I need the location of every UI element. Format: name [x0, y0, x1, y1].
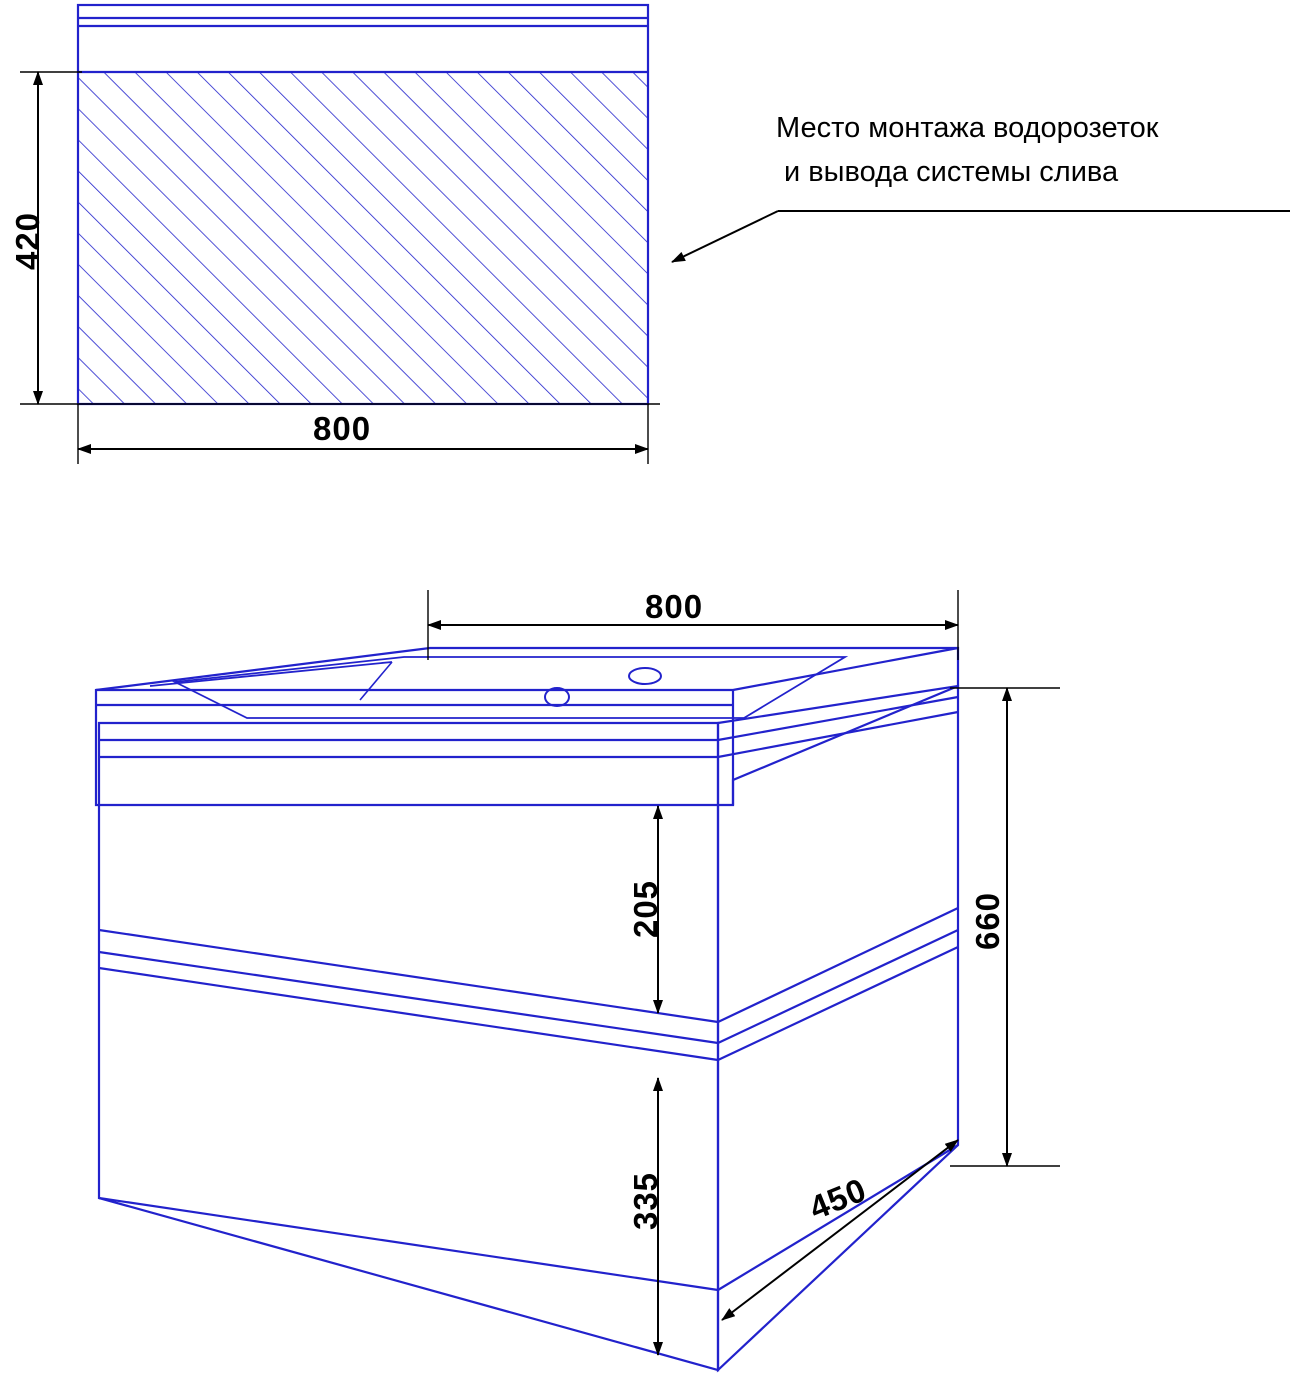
installation-zone-hatch: [78, 72, 648, 404]
dimension-label-205: 205: [627, 879, 664, 939]
dimension-label-335: 335: [627, 1171, 664, 1231]
installation-note-line-2: и вывода системы слива: [784, 156, 1119, 188]
dimension-label-800-top: 800: [313, 410, 372, 447]
washbasin-top: [96, 648, 958, 805]
dimension-label-660: 660: [969, 891, 1006, 951]
installation-note-line-1: Место монтажа водорозеток: [776, 112, 1159, 144]
dimension-450-group: [722, 1140, 958, 1320]
cabinet-body: [99, 686, 958, 1370]
note-leader-line: [672, 211, 1290, 262]
cabinet-view-group: [96, 648, 958, 1370]
top-view-group: [78, 5, 648, 404]
dimension-label-800-cabinet: 800: [645, 588, 704, 625]
dimension-label-450: 450: [803, 1170, 872, 1227]
tap-hole: [629, 668, 661, 684]
dimension-label-420: 420: [9, 211, 46, 271]
